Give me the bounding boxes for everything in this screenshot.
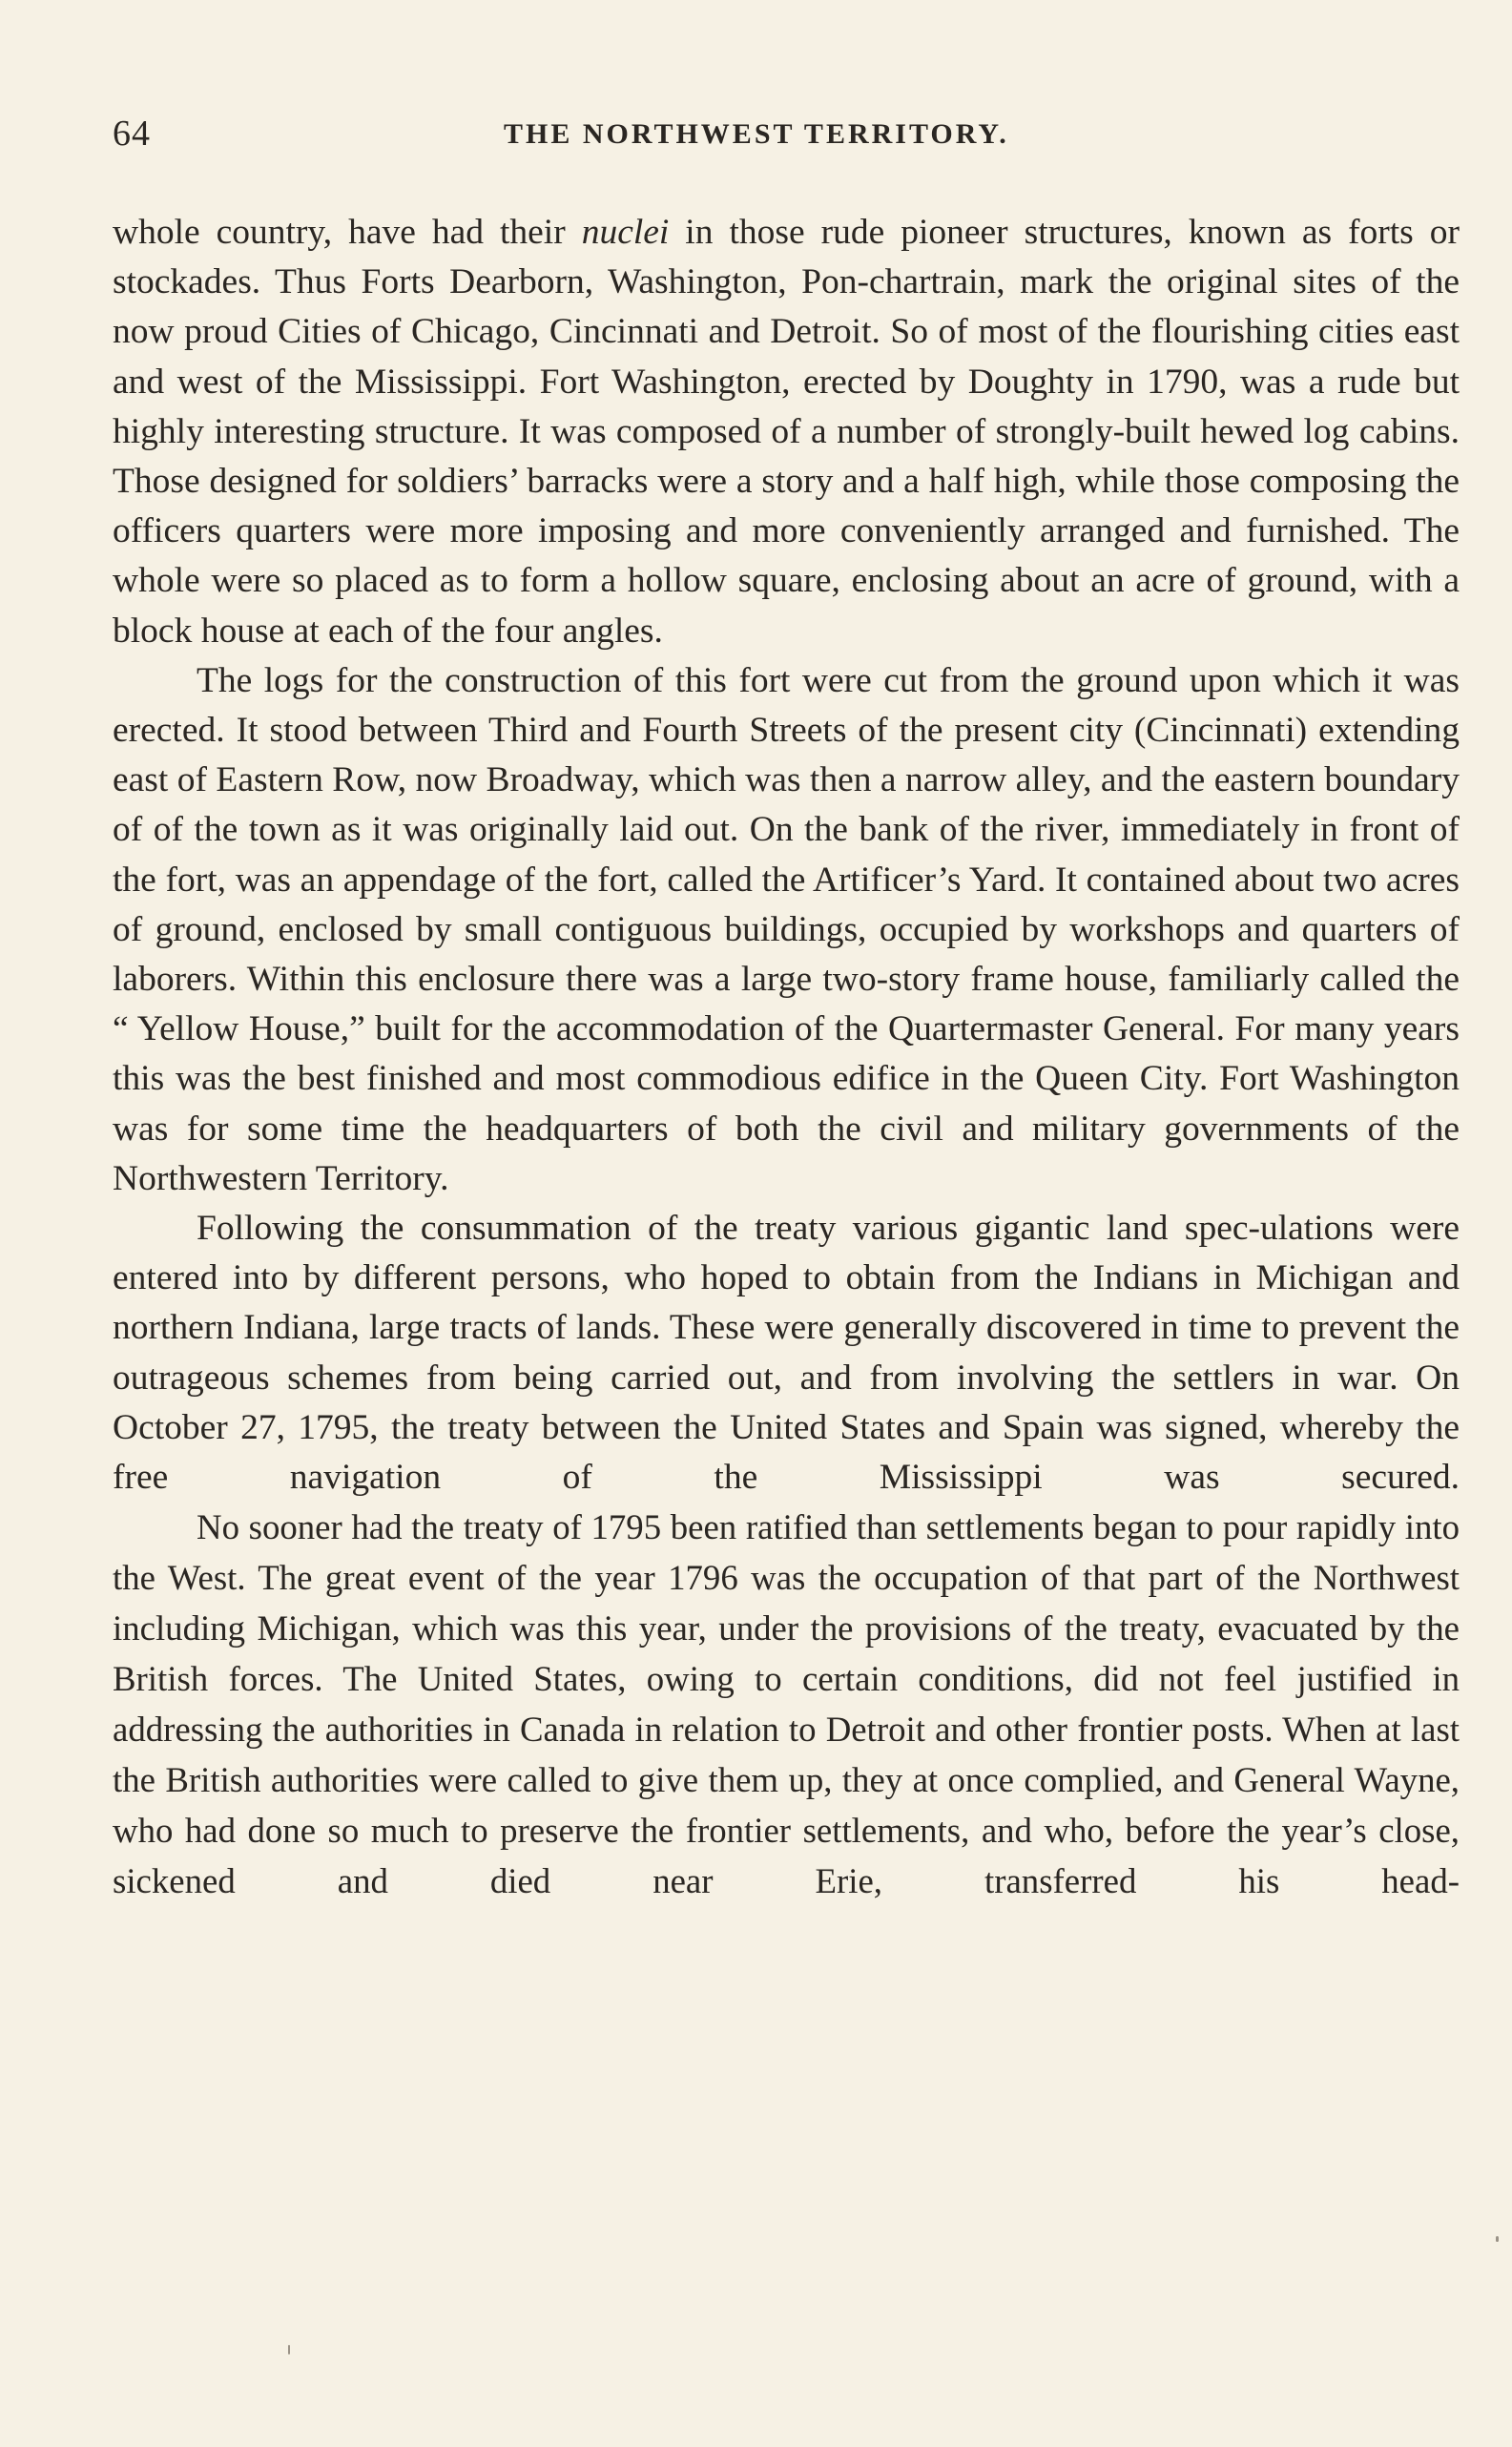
paragraph-2: The logs for the construction of this fort were cut from the ground upon which it was erected. It stood between Third and Fourth Streets of the present city (Cincinnati) extending east of Eastern Row, now Broadway, which was then a narrow alley, and the eastern boundary of of the town as it was originally laid out. On the bank of the river, immediately in front of the fort, was an appendage of the fort, called the Artificer’s Yard. It contained about two acres of ground, enclosed by small contiguous buildings, occupied by workshops and quarters of laborers. Within this enclosure there was a large two-story frame house, familiarly called the “ Yellow House,” built for the accommodation of the Quartermaster General. For many years this was the best finished and most commodious edifice in the Queen City. Fort Washington was for some time the headquarters of both the civil and military governments of the Northwestern Territory. bbox=[113, 660, 1460, 1198]
paragraph-1 bbox=[113, 208, 1460, 656]
paragraph-3: Following the consummation of the treaty various gigantic land spec-ulations were entered into by different persons, who hoped to obtain from the Indians in Michigan and northern Indiana, large tracts of lands. These were generally discovered in time to prevent the outrageous schemes from being carried out, and from involving the settlers in war. On October 27, 1795, the treaty between the United States and Spain was signed, whereby the free navigation of the Mississippi was secured. bbox=[113, 1209, 1460, 1498]
running-title: THE NORTHWEST TERRITORY. bbox=[504, 118, 1009, 150]
margin-speck bbox=[1496, 2236, 1499, 2242]
italic-term: nuclei bbox=[581, 213, 670, 252]
paragraph-1-lead: whole country, have had their bbox=[113, 213, 582, 252]
body-text bbox=[113, 208, 1460, 1907]
running-head bbox=[113, 113, 1465, 170]
paragraph-1-rest: in those rude pioneer structures, known as forts or stockades. Thus Forts Dearborn, Washington, Pon-chartrain, mark the original sites of the now proud Cities of Chicago, Cincinnati and Detroit. So of most of the flourishing cities east and west of the Mississippi. Fort Washington, erected by Doughty in 1790, was a rude but highly interesting structure. It was composed of a number of strongly-built hewed log cabins. Those designed for soldiers’ barracks were a story and a half high, while those composing the officers quarters were more imposing and more conveniently arranged and furnished. The whole were so placed as to form a hollow square, enclosing about an acre of ground, with a block house at each of the four angles. bbox=[113, 213, 1460, 651]
page-number: 64 bbox=[113, 114, 151, 154]
paragraph-4: No sooner had the treaty of 1795 been ratified than settlements began to pour rapidly into the West. The great event of the year 1796 was the occupation of that part of the Northwest including Michigan, which was this year, under the provisions of the treaty, evacuated by the British forces. The United States, owing to certain conditions, did not feel justified in addressing the authorities in Canada in relation to Detroit and other frontier posts. When at last the British authorities were called to give them up, they at once complied, and General Wayne, who had done so much to preserve the frontier settlements, and who, before the year’s close, sickened and died near Erie, transferred his head- bbox=[113, 1507, 1460, 1900]
bottom-speck bbox=[288, 2345, 290, 2354]
